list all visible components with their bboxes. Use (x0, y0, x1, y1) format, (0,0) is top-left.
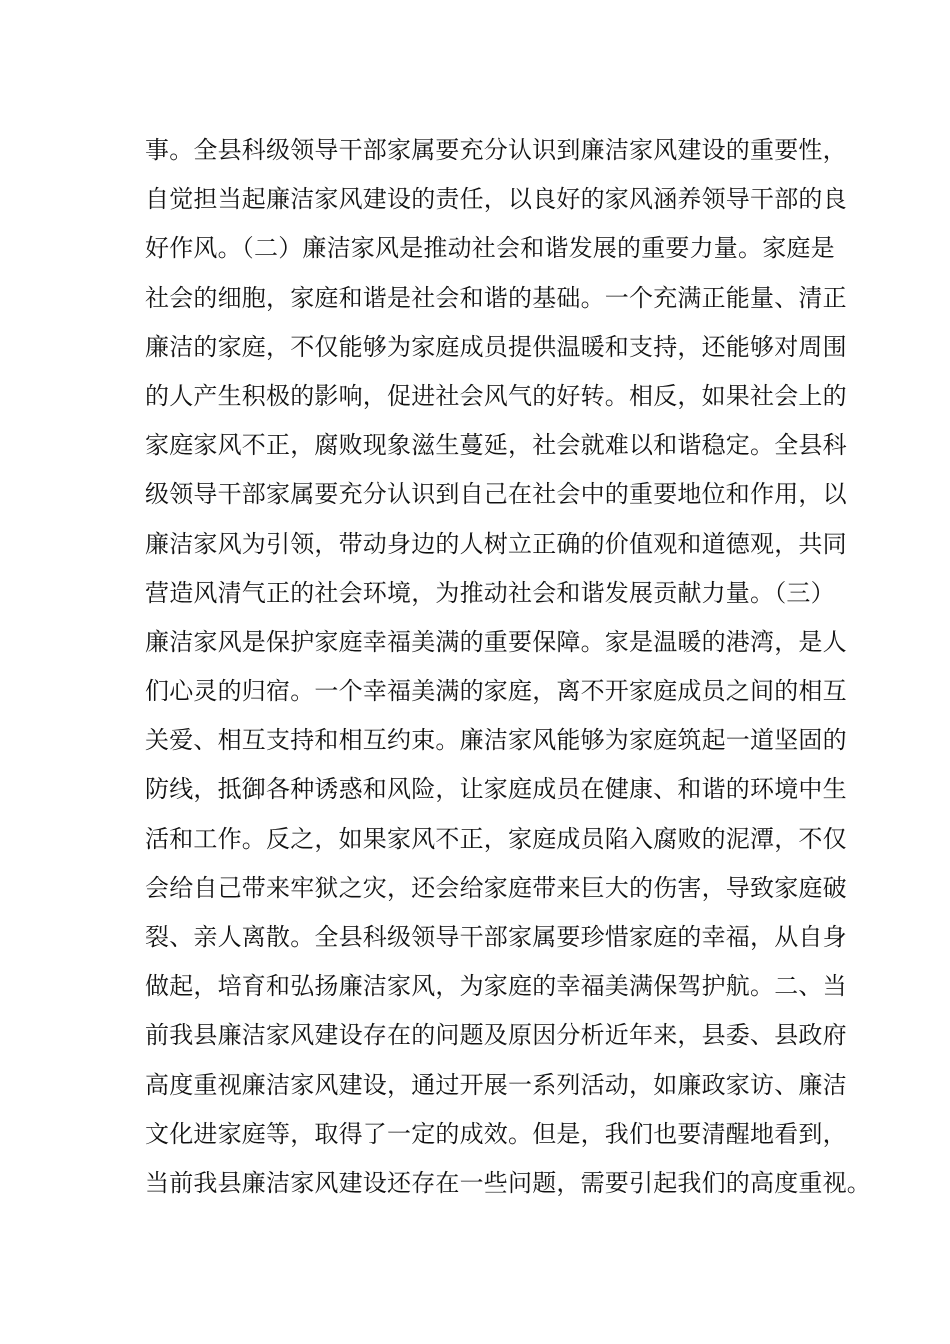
text-line: 们心灵的归宿。一个幸福美满的家庭，离不开家庭成员之间的相互 (145, 677, 847, 706)
text-line: 级领导干部家属要充分认识到自己在社会中的重要地位和作用，以 (145, 480, 847, 509)
text-line: 防线，抵御各种诱惑和风险，让家庭成员在健康、和谐的环境中生 (145, 775, 847, 804)
text-line: 当前我县廉洁家风建设还存在一些问题，需要引起我们的高度重视。 (145, 1168, 871, 1197)
text-line: 裂、亲人离散。全县科级领导干部家属要珍惜家庭的幸福，从自身 (145, 923, 847, 951)
text-line: 事。全县科级领导干部家属要充分认识到廉洁家风建设的重要性， (145, 136, 847, 164)
text-line: 营造风清气正的社会环境，为推动社会和谐发展贡献力量。（三） (145, 578, 835, 607)
text-line: 廉洁家风是保护家庭幸福美满的重要保障。家是温暖的港湾，是人 (145, 627, 847, 656)
text-line: 廉洁的家庭，不仅能够为家庭成员提供温暖和支持，还能够对周围 (145, 332, 847, 361)
text-line: 做起，培育和弘扬廉洁家风，为家庭的幸福美满保驾护航。二、当 (145, 972, 847, 1001)
text-line: 活和工作。反之，如果家风不正，家庭成员陷入腐败的泥潭，不仅 (145, 824, 847, 853)
text-line: 的人产生积极的影响，促进社会风气的好转。相反，如果社会上的 (145, 381, 847, 410)
text-line: 前我县廉洁家风建设存在的问题及原因分析近年来，县委、县政府 (145, 1021, 847, 1050)
text-line: 自觉担当起廉洁家风建设的责任，以良好的家风涵养领导干部的良 (145, 185, 847, 214)
text-line: 关爱、相互支持和相互约束。廉洁家风能够为家庭筑起一道坚固的 (145, 726, 847, 755)
text-line: 文化进家庭等，取得了一定的成效。但是，我们也要清醒地看到， (145, 1119, 847, 1148)
text-line: 社会的细胞，家庭和谐是社会和谐的基础。一个充满正能量、清正 (145, 283, 847, 312)
text-line: 家庭家风不正，腐败现象滋生蔓延，社会就难以和谐稳定。全县科 (145, 431, 847, 460)
text-line: 会给自己带来牢狱之灾，还会给家庭带来巨大的伤害，导致家庭破 (145, 873, 847, 902)
text-line: 好作风。（二）廉洁家风是推动社会和谐发展的重要力量。家庭是 (145, 234, 835, 263)
text-line: 高度重视廉洁家风建设，通过开展一系列活动，如廉政家访、廉洁 (145, 1070, 847, 1099)
body-text (145, 126, 871, 1208)
text-line: 廉洁家风为引领，带动身边的人树立正确的价值观和道德观，共同 (145, 529, 847, 558)
